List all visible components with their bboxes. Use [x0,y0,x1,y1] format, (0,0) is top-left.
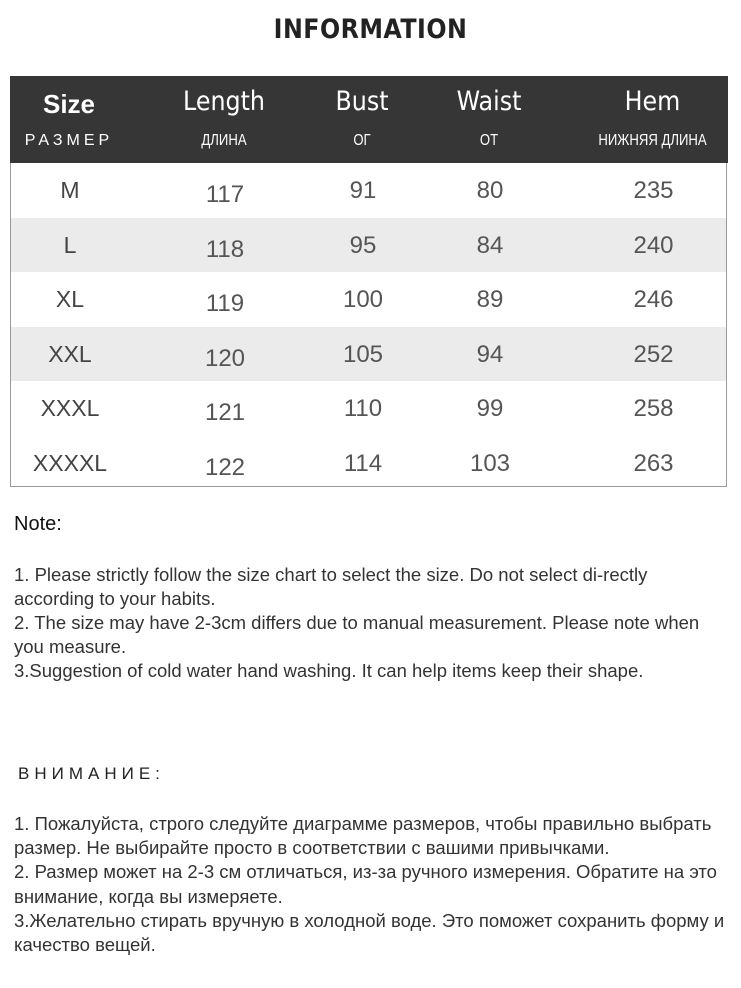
ru-note-title: ВНИМАНИЕ: [18,764,165,783]
header-bust [310,76,414,163]
header-size-en: Size [42,89,96,119]
cell-waist: 80 [476,177,504,204]
table-header [10,76,728,163]
cell-length: 119 [205,290,245,318]
cell-waist: 94 [476,340,504,368]
note-item: 3.Suggestion of cold water hand washing. It can help items keep their shape. [14,660,644,681]
cell-length: 122 [204,453,246,481]
header-waist [435,76,543,163]
cell-size: XXXL [40,395,100,422]
cell-length: 120 [204,344,246,372]
cell-hem: 235 [633,177,674,204]
cell-length: 121 [204,399,246,427]
cell-bust: 95 [349,231,377,259]
cell-bust: 110 [343,395,383,423]
note-item: 2. The size may have 2-3cm differs due to manual measurement. Please note when you measure. [14,612,700,657]
cell-hem: 258 [633,395,674,423]
header-waist-ru: ОТ [479,132,499,149]
cell-size: XL [55,286,85,313]
header-hem [585,76,720,163]
note-item: 1. Please strictly follow the size chart to select the size. Do not select di-rectly according to your habits. [14,564,648,609]
cell-waist: 103 [469,449,511,477]
cell-hem: 240 [633,231,674,259]
size-chart-table [10,76,727,487]
header-size [10,76,128,163]
note-title: Note: [14,513,62,535]
page-title: INFORMATION [273,14,468,45]
table-row [11,218,726,273]
header-hem-ru: НИЖНЯЯ ДЛИНА [598,132,707,149]
table-row [11,272,726,327]
header-bust-ru: ОГ [353,132,371,149]
ru-note-body [14,812,726,957]
cell-bust: 91 [349,177,377,204]
header-waist-en: Waist [456,86,522,117]
table-row [11,327,726,382]
cell-bust: 105 [342,340,384,368]
header-hem-en: Hem [624,86,681,117]
cell-hem: 246 [633,286,674,314]
cell-size: M [60,177,80,203]
cell-hem: 252 [633,340,674,368]
cell-waist: 99 [476,395,504,423]
header-length-en: Length [183,86,265,117]
cell-size: L [63,231,77,258]
header-length [160,76,288,163]
ru-note-item: 3.Желательно стирать вручную в холодной воде. Это поможет сохранить форму и качество вещей. [14,909,725,956]
cell-length: 117 [205,181,245,208]
header-bust-en: Bust [335,86,389,117]
note-body [14,563,714,683]
header-size-ru: РАЗМЕР [24,132,114,149]
cell-waist: 89 [476,286,504,314]
cell-hem: 263 [633,449,674,477]
cell-waist: 84 [476,231,504,259]
table-row [11,381,726,436]
ru-note-item: 2. Размер может на 2-3 см отличаться, из-за ручного измерения. Обратите на это внимание, когда вы измеряете. [14,861,717,907]
cell-size: XXL [48,340,92,367]
cell-bust: 100 [342,286,384,314]
cell-bust: 114 [343,449,383,477]
header-length-ru: ДЛИНА [201,132,247,149]
cell-length: 118 [205,235,245,263]
table-row [11,436,726,491]
cell-size: XXXXL [32,449,108,476]
ru-note-item: 1. Пожалуйста, строго следуйте диаграмме размеров, чтобы правильно выбрать размер. Не выбирайте просто в соответствии с вашими привычками. [14,813,712,859]
table-body [11,163,726,491]
table-row [11,163,726,218]
